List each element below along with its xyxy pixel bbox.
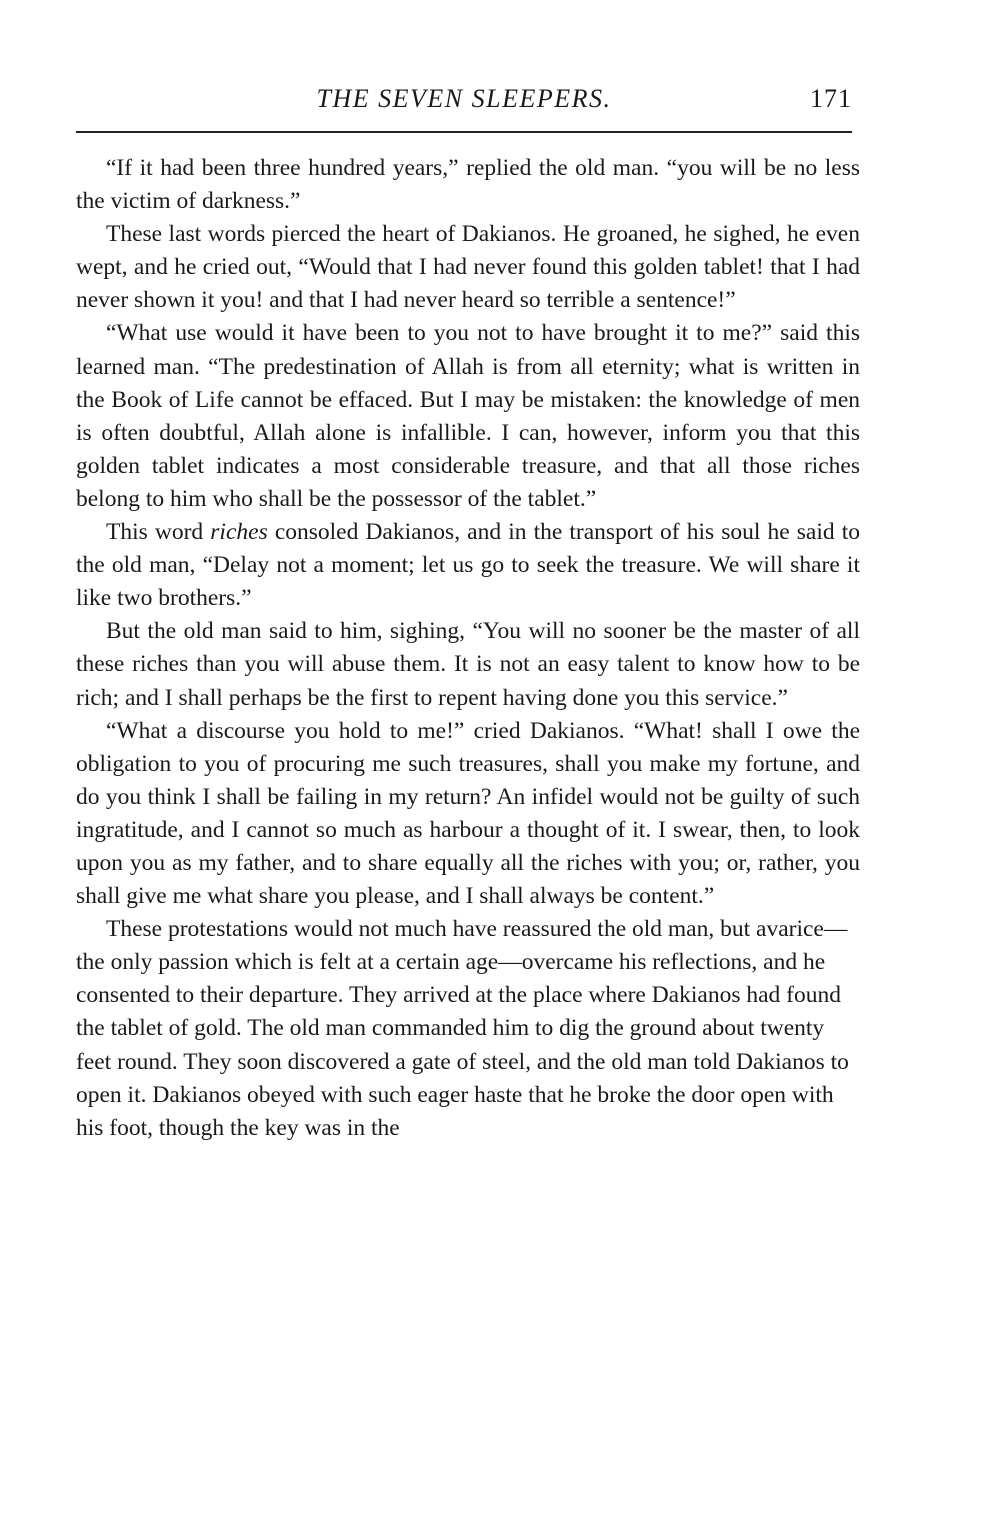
running-head	[76, 84, 852, 120]
body-text	[76, 152, 860, 1145]
paragraph-segment: This word	[106, 519, 211, 546]
paragraph: “What a discourse you hold to me!” cried Dakianos. “What! shall I owe the obligation to you of procuring me such treasures, shall you make my fortune, and do you think I shall be failing in my return? An infidel would not be guilty of such ingratitude, and I cannot so much as harbour a thought of it. I swear, then, to look upon you as my father, and to share equally all the riches with you; or, rather, you shall give me what share you please, and I shall always be content.”	[76, 717, 860, 910]
italic-word: riches	[210, 519, 268, 546]
paragraph: “If it had been three hundred years,” replied the old man. “you will be no less the victim of darkness.”	[76, 155, 860, 215]
paragraph	[76, 516, 860, 615]
header-rule	[76, 131, 852, 133]
page-number: 171	[810, 84, 852, 113]
paragraph: “What use would it have been to you not to have brought it to me?” said this learned man. “The predestination of Allah is from all eternity; what is written in the Book of Life cannot be effaced. But I may be mistaken: the knowledge of men is often doubtful, Allah alone is infallible. I can, however, inform you that this golden tablet indicates a most considerable treasure, and that all those riches belong to him who shall be the possessor of the tablet.”	[76, 320, 860, 512]
running-title: THE SEVEN SLEEPERS.	[316, 84, 612, 113]
paragraph: But the old man said to him, sighing, “You will no sooner be the master of all these riches than you will abuse them. It is not an easy talent to know how to be rich; and I shall perhaps be the first to repent having done you this service.”	[76, 618, 860, 711]
paragraph: These last words pierced the heart of Dakianos. He groaned, he sighed, he even wept, and he cried out, “Would that I had never found this golden tablet! that I had never shown it you! and that I had never heard so terrible a sentence!”	[76, 221, 860, 314]
paragraph-segment: consoled Dakianos, and in the transport of his soul he said to the old man, “Delay not a moment; let us go to seek the treasure. We will share it like two brothers.”	[76, 519, 861, 612]
paragraph: These protestations would not much have reassured the old man, but avarice—the only passion which is felt at a certain age—overcame his reflections, and he consented to their departure. They arrived at the place where Dakianos had found the tablet of gold. The old man commanded him to dig the ground about twenty feet round. They soon discovered a gate of steel, and the old man told Dakianos to open it. Dakianos obeyed with such eager haste that he broke the door open with his foot, though the key was in the	[76, 916, 849, 1141]
